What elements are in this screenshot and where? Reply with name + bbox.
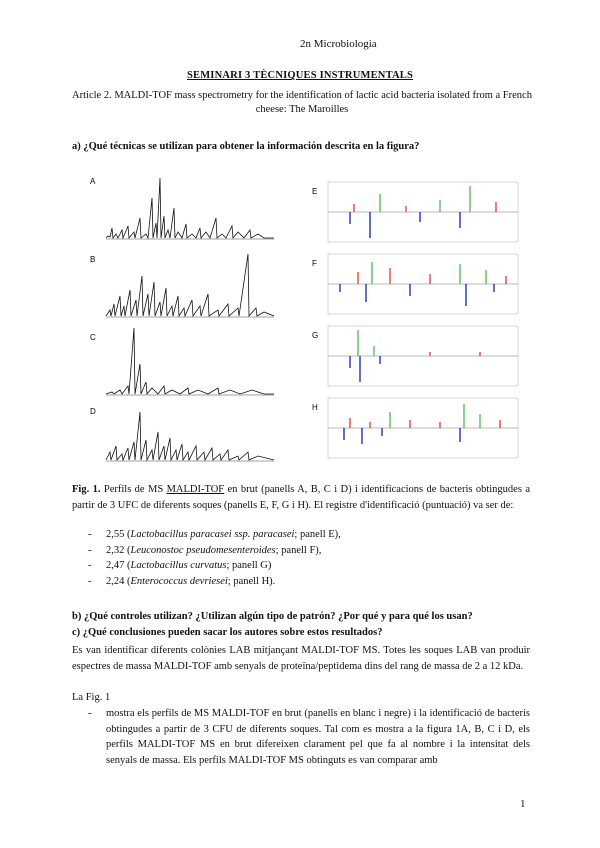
score-list bbox=[72, 527, 341, 589]
bullet-text: mostra els perfils de MS MALDI-TOF en brut (panells en blanc i negre) i la identificació de bacteris obtingudes a partir de 3 CFU de diferents soques. Tal com es mostra a la figura 1A, B, C i D, els perfils MALDI-TOF MS en brut difereixen clarament pel que fa al nombre i la intensitat dels senyals de massa. Els perfils MALDI-TOF MS obtinguts es van comparar amb bbox=[106, 708, 530, 766]
caption-text: Perfils de MS bbox=[100, 484, 167, 495]
figure-reference: La Fig. 1 bbox=[72, 692, 111, 703]
spectrum-panel-a bbox=[88, 168, 278, 246]
question-b: b) ¿Qué controles utilizan? ¿Utilizan algún tipo de patrón? ¿Por qué y para qué los usan? bbox=[72, 611, 473, 622]
figure-1 bbox=[88, 168, 520, 468]
panel-label: D bbox=[90, 407, 96, 416]
panel-label: H bbox=[312, 403, 318, 412]
spectrum-panel-d bbox=[88, 402, 278, 468]
identification-panel-g bbox=[310, 324, 520, 390]
bullet-dash: - bbox=[88, 708, 92, 719]
course-header: 2n Microbiologia bbox=[300, 38, 377, 50]
caption-maldi: MALDI-TOF bbox=[166, 484, 225, 495]
identification-panel-e bbox=[310, 180, 520, 246]
question-a: a) ¿Qué técnicas se utilizan para obtener la información descrita en la figura? bbox=[72, 141, 420, 152]
list-item: - 2,47 (Lactobacillus curvatus; panell G) bbox=[72, 558, 341, 574]
question-c: c) ¿Qué conclusiones pueden sacar los autores sobre estos resultados? bbox=[72, 627, 383, 638]
figure-caption bbox=[72, 482, 530, 513]
panel-label: C bbox=[90, 333, 96, 342]
panel-label: F bbox=[312, 259, 317, 268]
figure-label: Fig. 1. bbox=[72, 484, 101, 495]
panel-label: A bbox=[90, 177, 96, 186]
bullet-item bbox=[72, 706, 530, 768]
page-number: 1 bbox=[520, 798, 526, 810]
list-item: - 2,32 (Leuconostoc pseudomesenteroides; panell F), bbox=[72, 543, 341, 559]
spectrum-panel-c bbox=[88, 324, 278, 402]
panel-label: E bbox=[312, 187, 318, 196]
article-title: Article 2. MALDI-TOF mass spectrometry for the identification of lactic acid bacteria isolated from a French cheese: The Maroilles bbox=[72, 90, 532, 115]
caption-text: en brut (panells A, B, C i D) i identificacions de bacteris obtingudes a partir de 3 UFC de diferents soques (panells E, F, G i H). El registre d'identificació (puntuació) va ser de: bbox=[72, 484, 530, 511]
identification-panel-h bbox=[310, 396, 520, 462]
seminar-title: SEMINARI 3 TÈCNIQUES INSTRUMENTALS bbox=[186, 70, 414, 81]
panel-label: G bbox=[312, 331, 319, 340]
panel-label: B bbox=[90, 255, 96, 264]
list-item: - 2,24 (Enterococcus devriesei; panell H). bbox=[72, 574, 341, 590]
list-item: - 2,55 (Lactobacillus paracasei ssp. paracasei; panell E), bbox=[72, 527, 341, 543]
answer-paragraph: Es van identificar diferents colònies LAB mitjançant MALDI-TOF MS. Totes les soques LAB van produir espectres de massa MALDI-TOF amb senyals de proteïna/peptidema dins del rang de massa de 2 a 12 kDa. bbox=[72, 645, 530, 672]
identification-panel-f bbox=[310, 252, 520, 318]
spectrum-panel-b bbox=[88, 246, 278, 324]
